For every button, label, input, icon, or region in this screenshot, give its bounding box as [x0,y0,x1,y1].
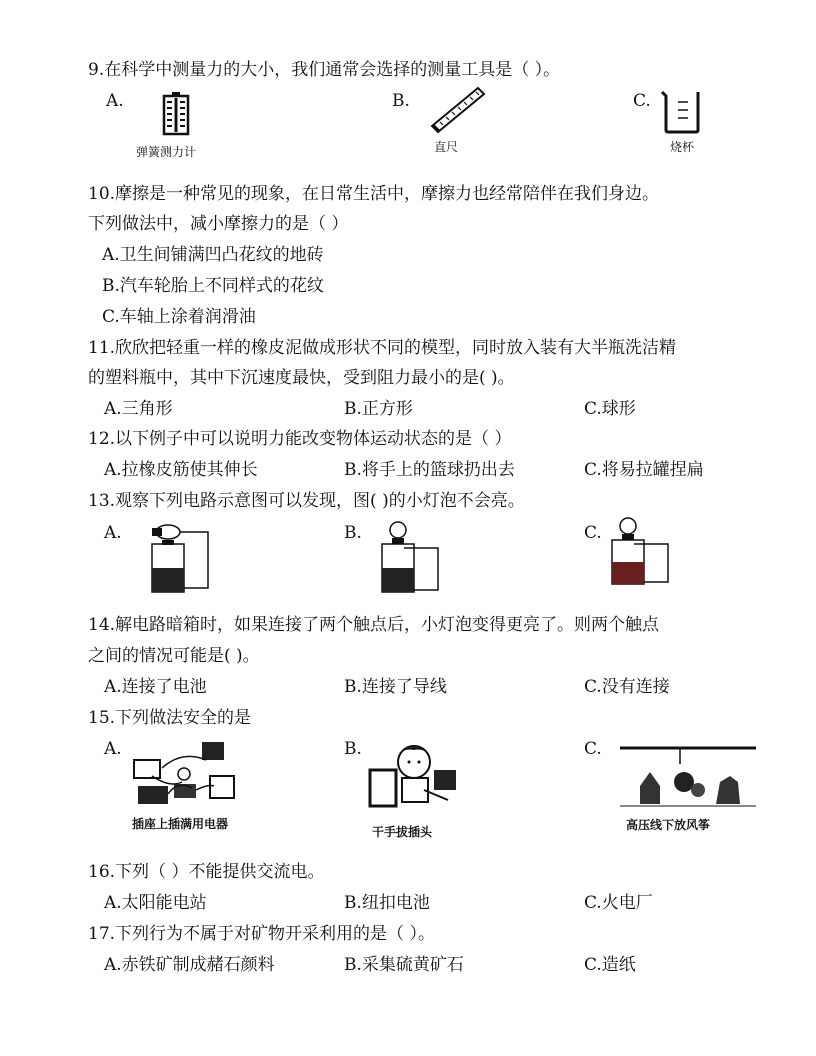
q12-option-c: C.将易拉罐捏扁 [584,460,704,480]
q16-stem: 16.下列（ ）不能提供交流电。 [88,862,325,882]
q17-stem: 17.下列行为不属于对矿物开采利用的是（ ）。 [88,924,435,944]
spring-scale-image [156,92,196,138]
q9-option-b-label: B. [392,91,410,111]
overloaded-socket-image [122,740,242,812]
q15-stem: 15.下列做法安全的是 [88,708,252,728]
q12-stem: 12.以下例子中可以说明力能改变物体运动状态的是（ ） [88,429,512,449]
circuit-b-image [378,520,444,596]
q11-option-b: B.正方形 [344,399,413,419]
q13-option-c: C. [584,523,602,543]
q15-caption-c: 高压线下放风筝 [626,818,711,832]
beaker-image [658,90,706,134]
circuit-c-image [608,516,674,588]
q12-option-b: B.将手上的篮球扔出去 [344,460,515,480]
q15-caption-a: 插座上插满用电器 [132,817,229,831]
q13-option-a: A. [104,523,122,543]
q17-option-c: C.造纸 [584,955,636,975]
q13-stem: 13.观察下列电路示意图可以发现，图( )的小灯泡不会亮。 [88,491,525,511]
q10-option-b: B.汽车轮胎上不同样式的花纹 [102,276,324,296]
q14-stem-line2: 之间的情况可能是( )。 [88,646,260,666]
q9-option-c-label: C. [633,91,651,111]
q15-option-b-label: B. [344,739,362,759]
q9-caption-c: 烧杯 [670,140,695,154]
q10-option-a: A.卫生间铺满凹凸花纹的地砖 [102,245,324,265]
q14-option-c: C.没有连接 [584,677,670,697]
q11-option-a: A.三角形 [104,399,173,419]
q9-caption-b: 直尺 [434,140,459,154]
q11-stem-line1: 11.欣欣把轻重一样的橡皮泥做成形状不同的模型，同时放入装有大半瓶洗洁精 [88,338,677,358]
q10-option-c: C.车轴上涂着润滑油 [102,307,256,327]
q17-option-a: A.赤铁矿制成赭石颜料 [104,955,275,975]
ruler-image [428,86,486,134]
q10-stem-line2: 下列做法中，减小摩擦力的是（ ） [88,214,349,234]
q10-stem-line1: 10.摩擦是一种常见的现象，在日常生活中，摩擦力也经常陪伴在我们身边。 [88,184,660,204]
q17-option-b: B.采集硫黄矿石 [344,955,464,975]
q15-option-a-label: A. [104,739,122,759]
circuit-a-image [148,522,212,596]
q13-option-b: B. [344,523,362,543]
q12-option-a: A.拉橡皮筋使其伸长 [104,460,258,480]
q11-stem-line2: 的塑料瓶中，其中下沉速度最快，受到阻力最小的是( )。 [88,368,515,388]
q15-option-c-label: C. [584,739,602,759]
q14-option-b: B.连接了导线 [344,677,447,697]
q16-option-a: A.太阳能电站 [104,893,207,913]
q14-stem-line1: 14.解电路暗箱时，如果连接了两个触点后，小灯泡变得更亮了。则两个触点 [88,615,660,635]
q16-option-c: C.火电厂 [584,893,653,913]
kite-power-line-image [620,742,756,812]
q16-option-b: B.纽扣电池 [344,893,430,913]
unplugging-image [364,740,468,820]
q9-option-a-label: A. [106,91,124,111]
q14-option-a: A.连接了电池 [104,677,207,697]
q11-option-c: C.球形 [584,399,636,419]
q9-stem: 9.在科学中测量力的大小，我们通常会选择的测量工具是（ ）。 [88,60,561,80]
q9-caption-a: 弹簧测力计 [136,145,197,159]
q15-caption-b: 干手拔插头 [372,825,433,839]
